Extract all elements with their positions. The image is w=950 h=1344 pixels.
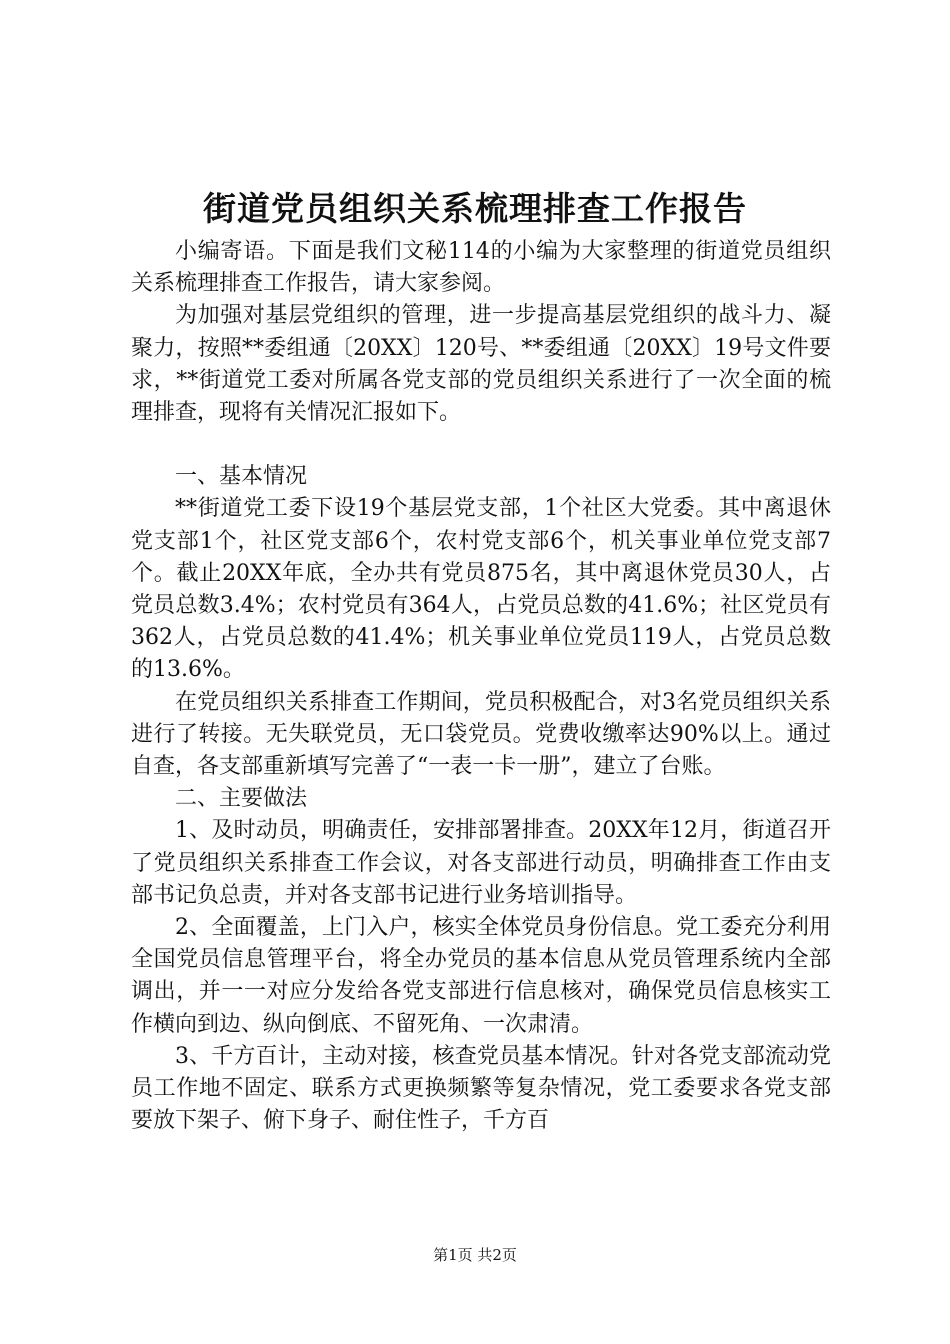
document-body xyxy=(131,236,831,1137)
paragraph-basic-stats: **街道党工委下设19个基层党支部，1个社区大党委。其中离退休党支部1个，社区党支部6个，农村党支部6个，机关事业单位党支部7个。截止20XX年底，全办共有党员875名，其中离退休党员30人，占党员总数3.4%；农村党员有364人，占党员总数的41.6%；社区党员有362人，占党员总数的41.4%；机关事业单位党员119人，占党员总数的13.6%。 xyxy=(131,496,831,683)
paragraph-method-2: 2、全面覆盖，上门入户，核实全体党员身份信息。党工委充分利用全国党员信息管理平台，将全办党员的基本信息从党员管理系统内全部调出，并一一对应分发给各党支部进行信息核对，确保党员信息核实工作横向到边、纵向倒底、不留死角、一次肃清。 xyxy=(131,915,831,1037)
paragraph-method-1: 1、及时动员，明确责任，安排部署排查。20XX年12月，街道召开了党员组织关系排查工作会议，对各支部进行动员，明确排查工作由支部书记负总责，并对各支部书记进行业务培训指导。 xyxy=(131,818,831,908)
paragraph-purpose: 为加强对基层党组织的管理，进一步提高基层党组织的战斗力、凝聚力，按照**委组通〔20XX〕120号、**委组通〔20XX〕19号文件要求，**街道党工委对所属各党支部的党员组织关系进行了一次全面的梳理排查，现将有关情况汇报如下。 xyxy=(131,303,831,426)
section-heading-basic: 一、基本情况 xyxy=(175,464,308,490)
paragraph-intro: 小编寄语。下面是我们文秘114的小编为大家整理的街道党员组织关系梳理排查工作报告，请大家参阅。 xyxy=(131,239,831,297)
document-title: 街道党员组织关系梳理排查工作报告 xyxy=(203,189,747,228)
section-heading-methods: 二、主要做法 xyxy=(175,786,308,812)
paragraph-transfer: 在党员组织关系排查工作期间，党员积极配合，对3名党员组织关系进行了转接。无失联党员，无口袋党员。党费收缴率达90%以上。通过自查，各支部重新填写完善了“一表一卡一册”，建立了台账。 xyxy=(131,689,831,780)
page-footer: 第1页 共2页 xyxy=(433,1246,517,1264)
paragraph-method-3: 3、千方百计，主动对接，核查党员基本情况。针对各党支部流动党员工作地不固定、联系方式更换频繁等复杂情况，党工委要求各党支部要放下架子、俯下身子、耐住性子，千方百 xyxy=(131,1043,831,1134)
